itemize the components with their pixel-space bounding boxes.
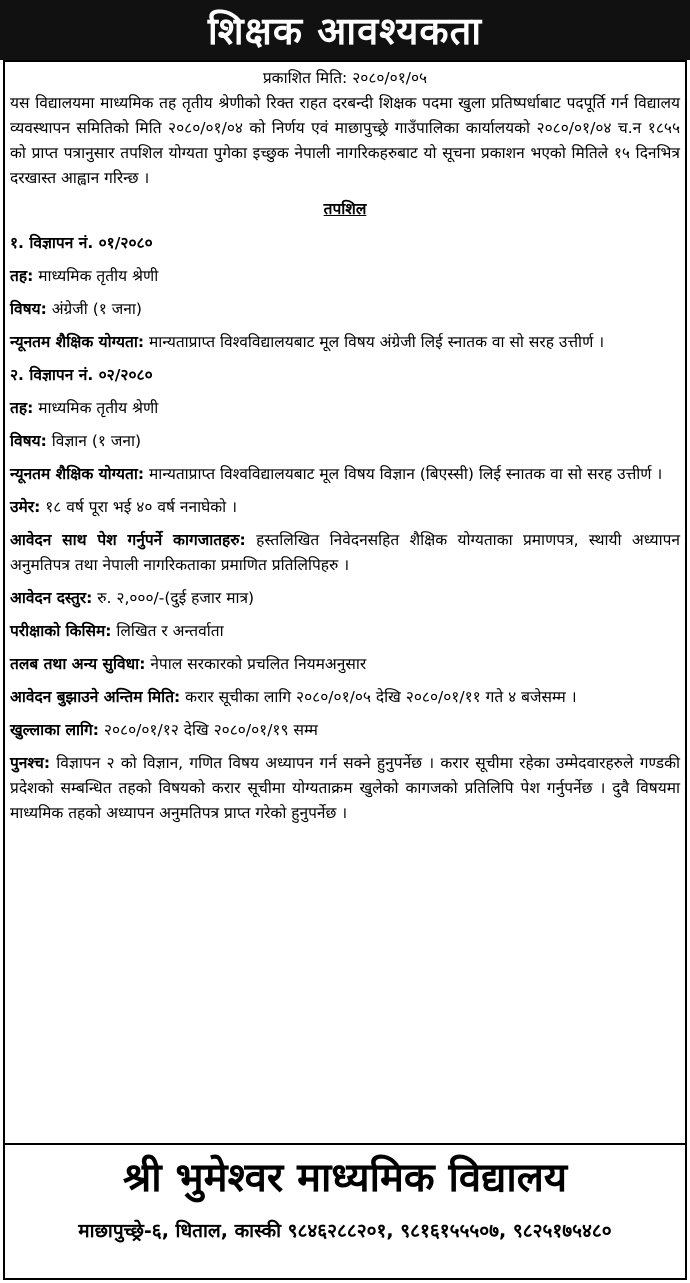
details-heading: [10, 197, 680, 222]
open-value: २०८०/०१/१२ देखि २०८०/०१/१९ सम्म: [98, 721, 318, 739]
open-label: खुल्लाका लागि:: [10, 721, 99, 739]
details-heading-text: तपशिल: [323, 200, 367, 218]
ad1-qual-label: न्यूनतम शैक्षिक योग्यता:: [10, 333, 145, 351]
ad2-number: २. विज्ञापन नं. ०२/२०८०: [10, 366, 153, 384]
ad1-level-value: माध्यमिक तृतीय श्रेणी: [33, 267, 159, 285]
ps-value: विज्ञापन २ को विज्ञान, गणित विषय अध्यापन गर्न सक्ने हुनुपर्नेछ । करार सूचीमा रहेका उम्मेदवारहरुले गण्डकी प्रदेशको सम्बन्धित तहको विषयको करार सूचीमा योग्यताक्रम खुलेको कागजको प्रतिलिपि पेश गर्नुपर्नेछ । दुवै विषयमा माध्यमिक तहको अध्यापन अनुमतिपत्र प्राप्त गरेको हुनुपर्नेछ ।: [10, 754, 680, 822]
school-name: श्री भुमेश्वर माध्यमिक विद्यालय: [122, 1155, 568, 1201]
salary-benefits: [10, 647, 680, 680]
postscript: [10, 746, 680, 829]
application-deadline: [10, 680, 680, 713]
docs-label: आवेदन साथ पेश गर्नुपर्ने कागजातहरु:: [10, 531, 246, 549]
docs-value: हस्तलिखित निवेदनसहित शैक्षिक योग्यताका प्रमाणपत्र, स्थायी अध्यापन अनुमतिपत्र तथा नेपाली नागरिकताका प्रमाणित प्रतिलिपिहरु ।: [10, 531, 680, 574]
intro-paragraph: यस विद्यालयमा माध्यमिक तह तृतीय श्रेणीको रिक्त राहत दरबन्दी शिक्षक पदमा खुला प्रतिष्पर्धाबाट पदपूर्ति गर्न विद्यालय व्यवस्थापन समितिको मिति २०८०/०१/०४ को निर्णय एवं माछापुच्छ्रे गाउँपालिका कार्यालयको २०८०/०१/०४ च.न १८५५ को प्राप्त पत्रानुसार तपशिल योग्यता पुगेका इच्छुक नेपाली नागरिकहरुबाट यो सूचना प्रकाशन भएको मितिले १५ दिनभित्र दरखास्त आह्वान गरिन्छ ।: [10, 94, 680, 187]
exam-label: परीक्षाको किसिम:: [10, 622, 112, 640]
age-requirement: [10, 490, 680, 523]
fee-value: रु. २,०००/-(दुई हजार मात्र): [92, 589, 255, 607]
deadline-label: आवेदन बुझाउने अन्तिम मिति:: [10, 688, 181, 706]
ad2-subject-label: विषय:: [10, 432, 47, 450]
required-documents: [10, 523, 680, 581]
ad1-number: १. विज्ञापन नं. ०१/२०८०: [10, 234, 153, 252]
ad1-subject: [10, 292, 680, 325]
application-fee: [10, 581, 680, 614]
open-competition: [10, 713, 680, 746]
age-value: १८ वर्ष पूरा भई ४० वर्ष ननाघेको ।: [40, 498, 237, 516]
ad2-qual-value: मान्यताप्राप्त विश्वविद्यालयबाट मूल विषय विज्ञान (बिएस्सी) लिई स्नातक वा सो सरह उत्तीर्ण ।: [144, 465, 663, 483]
notice-body: [10, 64, 680, 829]
ad2-qual-label: न्यूनतम शैक्षिक योग्यता:: [10, 465, 145, 483]
ad1-subject-value: अंग्रेजी (१ जना): [46, 300, 142, 318]
ad1-level: [10, 259, 680, 292]
ad1-level-label: तह:: [10, 267, 34, 285]
ad2-level-value: माध्यमिक तृतीय श्रेणी: [33, 399, 159, 417]
ad1-qual-value: मान्यताप्राप्त विश्वविद्यालयबाट मूल विषय अंग्रेजी लिई स्नातक वा सो सरह उत्तीर्ण ।: [144, 333, 605, 351]
ad2-level-label: तह:: [10, 399, 34, 417]
ad2-qualification: [10, 457, 680, 490]
salary-value: नेपाल सरकारको प्रचलित नियमअनुसार: [145, 655, 367, 673]
deadline-value: करार सूचीका लागि २०८०/०१/०५ देखि २०८०/०१/११ गते ४ बजेसम्म ।: [180, 688, 577, 706]
footer-divider: [3, 1143, 687, 1145]
ad2-level: [10, 391, 680, 424]
exam-type: [10, 614, 680, 647]
fee-label: आवेदन दस्तुर:: [10, 589, 93, 607]
ad2-subject-value: विज्ञान (१ जना): [46, 432, 142, 450]
school-address: माछापुच्छ्रे-६, धिताल, कास्की ९८४६२८८२०१, ९८१६१५५५०७, ९८२५१७५४८०: [78, 1220, 612, 1242]
published-date: प्रकाशित मिति: २०८०/०१/०५: [262, 69, 428, 87]
ad1-qualification: [10, 325, 680, 358]
age-label: उमेर:: [10, 498, 41, 516]
salary-label: तलब तथा अन्य सुविधा:: [10, 655, 146, 673]
ad1-subject-label: विषय:: [10, 300, 47, 318]
ps-label: पुनश्च:: [10, 754, 51, 772]
ad2-subject: [10, 424, 680, 457]
notice-title: शिक्षक आवश्यकता: [0, 0, 690, 60]
exam-value: लिखित र अन्तर्वाता: [111, 622, 224, 640]
